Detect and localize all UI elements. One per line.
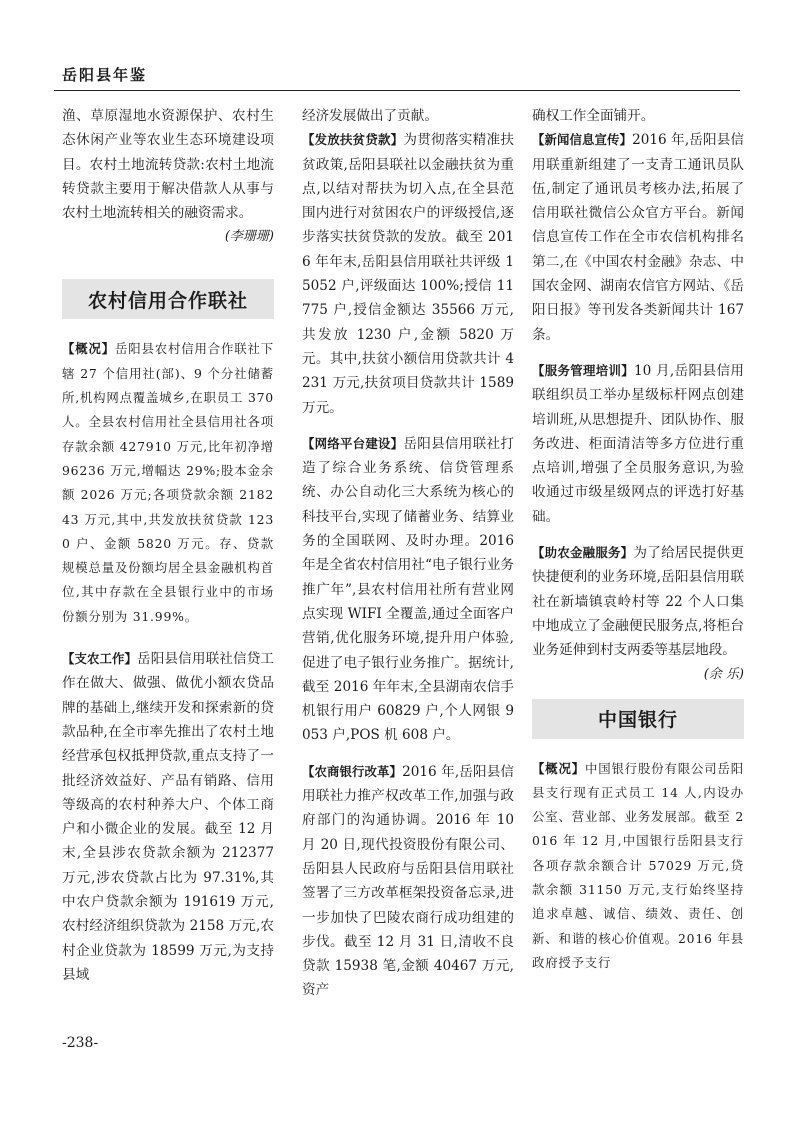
- service-paragraph: [532, 359, 744, 529]
- section-title-boc: 中国银行: [532, 699, 744, 739]
- support-text: 岳阳县信用联社信贷工作在做大、做强、做优小额农贷品牌的基础上,继续开发和探索新的贷款品种,在全市率先推出了农村土地经营承包权抵押贷款,重点支持了一批经济效益好、产品有销路、信用等级高的农村种养大户、个体工商户和小微企业的发展。截至 12 月末,全县涉农贷款余额为 212377 万元,涉农贷款占比为 97.31%,其中农户贷款余额为 191619 万元,农村经济组织贷款为 2158 万元,农村企业贷款为 18599 万元,为支持县域: [62, 651, 274, 983]
- help-author: (余 乐): [703, 666, 744, 682]
- column-2: [302, 104, 514, 1003]
- news-paragraph: [532, 128, 744, 347]
- section-title-rural-credit: 农村信用合作联社: [62, 279, 274, 319]
- reform-tag: 【农商银行改革】: [302, 763, 403, 779]
- reform-paragraph: [302, 760, 514, 1003]
- overview-tag: 【概况】: [62, 341, 116, 357]
- network-paragraph: [302, 432, 514, 748]
- column-1: [62, 104, 274, 987]
- help-text: 为了给居民提供更快捷便利的业务环境,岳阳县信用联社在新墙镇袁岭村等 22 个人口集中地成立了金融便民服务点,将柜台业务延伸到村支两委等基层地段。: [532, 545, 745, 659]
- overview-text: 岳阳县农村信用合作联社下辖 27 个信用社(部)、9 个分社储蓄所,机构网点覆盖城乡,在职员工 370 人。全县农村信用社全县信用社各项存款余额 427910 万元,比年初净增 96236 万元,增幅达 29%;股本金余额 2026 万元;各项贷款余额 218243 万元,其中,共发放扶贫贷款 1230 户、金额 5820 万元。存、贷款规模总量及份额均居全县金融机构首位,其中存款在全县银行业中的市场份额分别为 31.99%。: [62, 341, 274, 624]
- boc-overview-tag: 【概况】: [532, 760, 586, 776]
- continued-text: 经济发展做出了贡献。: [302, 108, 438, 124]
- overview-paragraph: [62, 337, 274, 629]
- network-text: 岳阳县信用联社打造了综合业务系统、信贷管理系统、办公自动化三大系统为核心的科技平台,实现了储蓄业务、结算业务的全国联网、及时办理。2016 年是全省农村信用社“电子银行业务推广年”,县农村信用社所有营业网点实现 WIFI 全覆盖,通过全面客户营销,优化服务环境,提升用户体验,促进了电子银行业务推广。据统计,截至 2016 年年末,全县湖南农信手机银行用户 60829 户,个人网银 9053 户,POS 机 608 户。: [302, 435, 515, 744]
- header-rule: [54, 90, 740, 91]
- running-header-title: 岳阳县年鉴: [62, 66, 148, 84]
- reform-text: 2016 年,岳阳县信用联社力推产权改革工作,加强与政府部门的沟通协调。2016 年 10 月 20 日,现代投资股份有限公司、岳阳县人民政府与岳阳县信用联社签署了三方改革框架投资备忘录,进一步加快了巴陵农商行成功组建的步伐。截至 12 月 31 日,清收不良贷款 15938 笔,金额 40467 万元,资产: [302, 763, 514, 999]
- support-tag: 【支农工作】: [62, 651, 138, 667]
- boc-overview-text: 中国银行股份有限公司岳阳县支行现有正式员工 14 人,内设办公室、营业部、业务发展部。截至 2016 年 12 月,中国银行岳阳县支行各项存款余额合计 57029 万元,贷款余额 31150 万元,支行始终坚持追求卓越、诚信、绩效、责任、创新、和谐的核心价值观。2016 年县政府授予支行: [532, 760, 744, 970]
- boc-overview-paragraph: [532, 757, 744, 976]
- news-tag: 【新闻信息宣传】: [532, 132, 633, 148]
- service-tag: 【服务管理培训】: [532, 362, 634, 378]
- network-tag: 【网络平台建设】: [302, 435, 404, 451]
- service-text: 10 月,岳阳县信用联组织员工举办星级标杆网点创建培训班,从思想提升、团队协作、服务改进、柜面清洁等多方位进行重点培训,增强了全员服务意识,为验收通过市级星级网点的评选打好基础。: [532, 362, 744, 525]
- help-paragraph: [532, 541, 744, 662]
- poverty-loan-paragraph: [302, 128, 514, 420]
- poverty-loan-text: 为贯彻落实精准扶贫政策,岳阳县联社以金融扶贫为重点,以结对帮扶为切入点,在全县范围内进行对贫困农户的评级授信,逐步落实扶贫贷款的发放。截至 2016 年年末,岳阳县信用联社共评级 15052 户,评级面达 100%;授信 11775 户,授信金额达 35566 万元,共发放 1230 户,金额 5820 万元。其中,扶贫小额信用贷款共计 4231 万元,扶贫项目贷款共计 1589 万元。: [302, 132, 515, 416]
- continued-text: 确权工作全面铺开。: [532, 108, 655, 124]
- intro-paragraph: 渔、草原湿地水资源保护、农村生态休闲产业等农业生态环境建设项目。农村土地流转贷款:农村土地流转贷款主要用于解决借款人从事与农村土地流转相关的融资需求。: [62, 108, 274, 222]
- intro-author: (李珊珊): [224, 229, 274, 245]
- support-paragraph: [62, 647, 274, 987]
- poverty-loan-tag: 【发放扶贫贷款】: [302, 132, 404, 148]
- page-number: -238-: [62, 1035, 99, 1051]
- column-3: [532, 104, 744, 975]
- news-text: 2016 年,岳阳县信用联重新组建了一支青工通讯员队伍,制定了通讯员考核办法,拓展了信用联社微信公众官方平台。新闻信息宣传工作在全市农信机构排名第二,在《中国农村金融》杂志、中国农金网、湖南农信官方网站、《岳阳日报》等刊发各类新闻共计 167 条。: [532, 132, 744, 343]
- help-tag: 【助农金融服务】: [532, 545, 634, 561]
